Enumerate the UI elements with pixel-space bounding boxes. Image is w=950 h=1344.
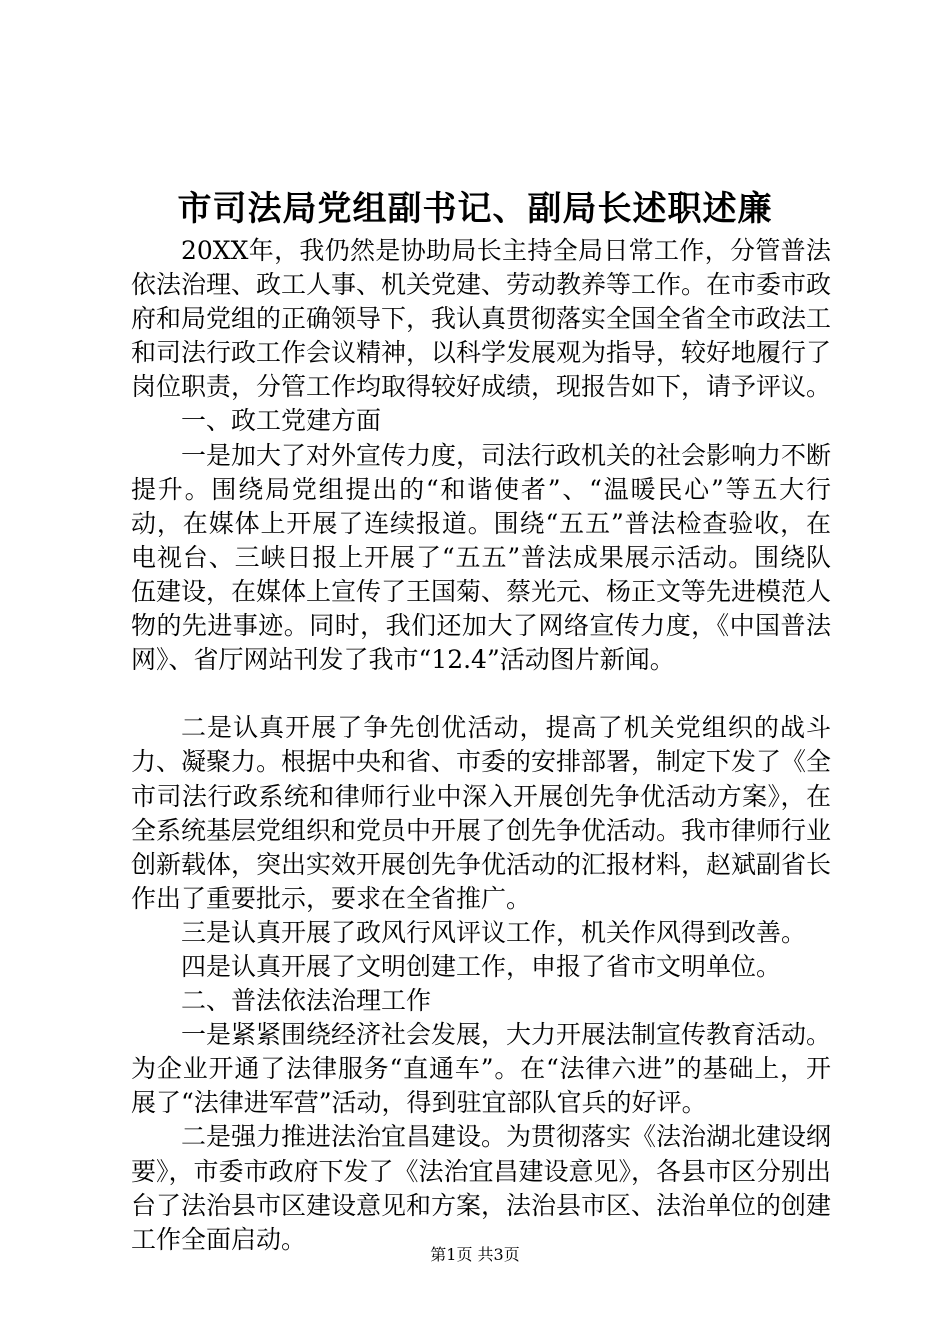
paragraph-rule-of-law: 二是强力推进法治宜昌建设。为贯彻落实《法治湖北建设纲要》，市委市政府下发了《法治宜昌建设意见》，各县市区分别出台了法治县市区建设意见和方案，法治县市区、法治单位的创建工作全面启动。 — [131, 1122, 832, 1254]
paragraph-publicity: 一是加大了对外宣传力度，司法行政机关的社会影响力不断提升。围绕局党组提出的“和谐使者”、“温暖民心”等五大行动，在媒体上开展了连续报道。围绕“五五”普法检查验收，在电视台、三峡日报上开展了“五五”普法成果展示活动。围绕队伍建设，在媒体上宣传了王国菊、蔡光元、杨正文等先进模范人物的先进事迹。同时，我们还加大了网络宣传力度，《中国普法网》、省厅网站刊发了我市“12.4”活动图片新闻。 — [131, 440, 832, 675]
document-body — [131, 234, 831, 1257]
paragraph-excellence: 二是认真开展了争先创优活动，提高了机关党组织的战斗力、凝聚力。根据中央和省、市委的安排部署，制定下发了《全市司法行政系统和律师行业中深入开展创先争优活动方案》，在全系统基层党组织和党员中开展了创先争优活动。我市律师行业创新载体，突出实效开展创先争优活动的汇报材料，赵斌副省长作出了重要批示，要求在全省推广。 — [131, 713, 832, 913]
paragraph-legal-education: 一是紧紧围绕经济社会发展，大力开展法制宣传教育活动。为企业开通了法律服务“直通车”。在“法律六进”的基础上，开展了“法律进军营”活动，得到驻宜部队官兵的好评。 — [131, 1020, 832, 1118]
paragraph-spacer — [131, 677, 831, 711]
page-footer: 第1页 共3页 — [430, 1245, 520, 1264]
paragraph-intro: 20XX年，我仍然是协助局长主持全局日常工作，分管普法依法治理、政工人事、机关党建、劳动教养等工作。在市委市政府和局党组的正确领导下，我认真贯彻落实全国全省全市政法工和司法行政工作会议精神，以科学发展观为指导，较好地履行了岗位职责，分管工作均取得较好成绩，现报告如下，请予评议。 — [131, 236, 832, 402]
paragraph-style-review: 三是认真开展了政风行风评议工作，机关作风得到改善。 — [181, 917, 807, 947]
paragraph-civilization: 四是认真开展了文明创建工作，申报了省市文明单位。 — [181, 951, 782, 981]
section-heading-1: 一、政工党建方面 — [181, 406, 382, 436]
section-heading-2: 二、普法依法治理工作 — [181, 986, 432, 1016]
document-title: 市司法局党组副书记、副局长述职述廉 — [177, 189, 773, 229]
